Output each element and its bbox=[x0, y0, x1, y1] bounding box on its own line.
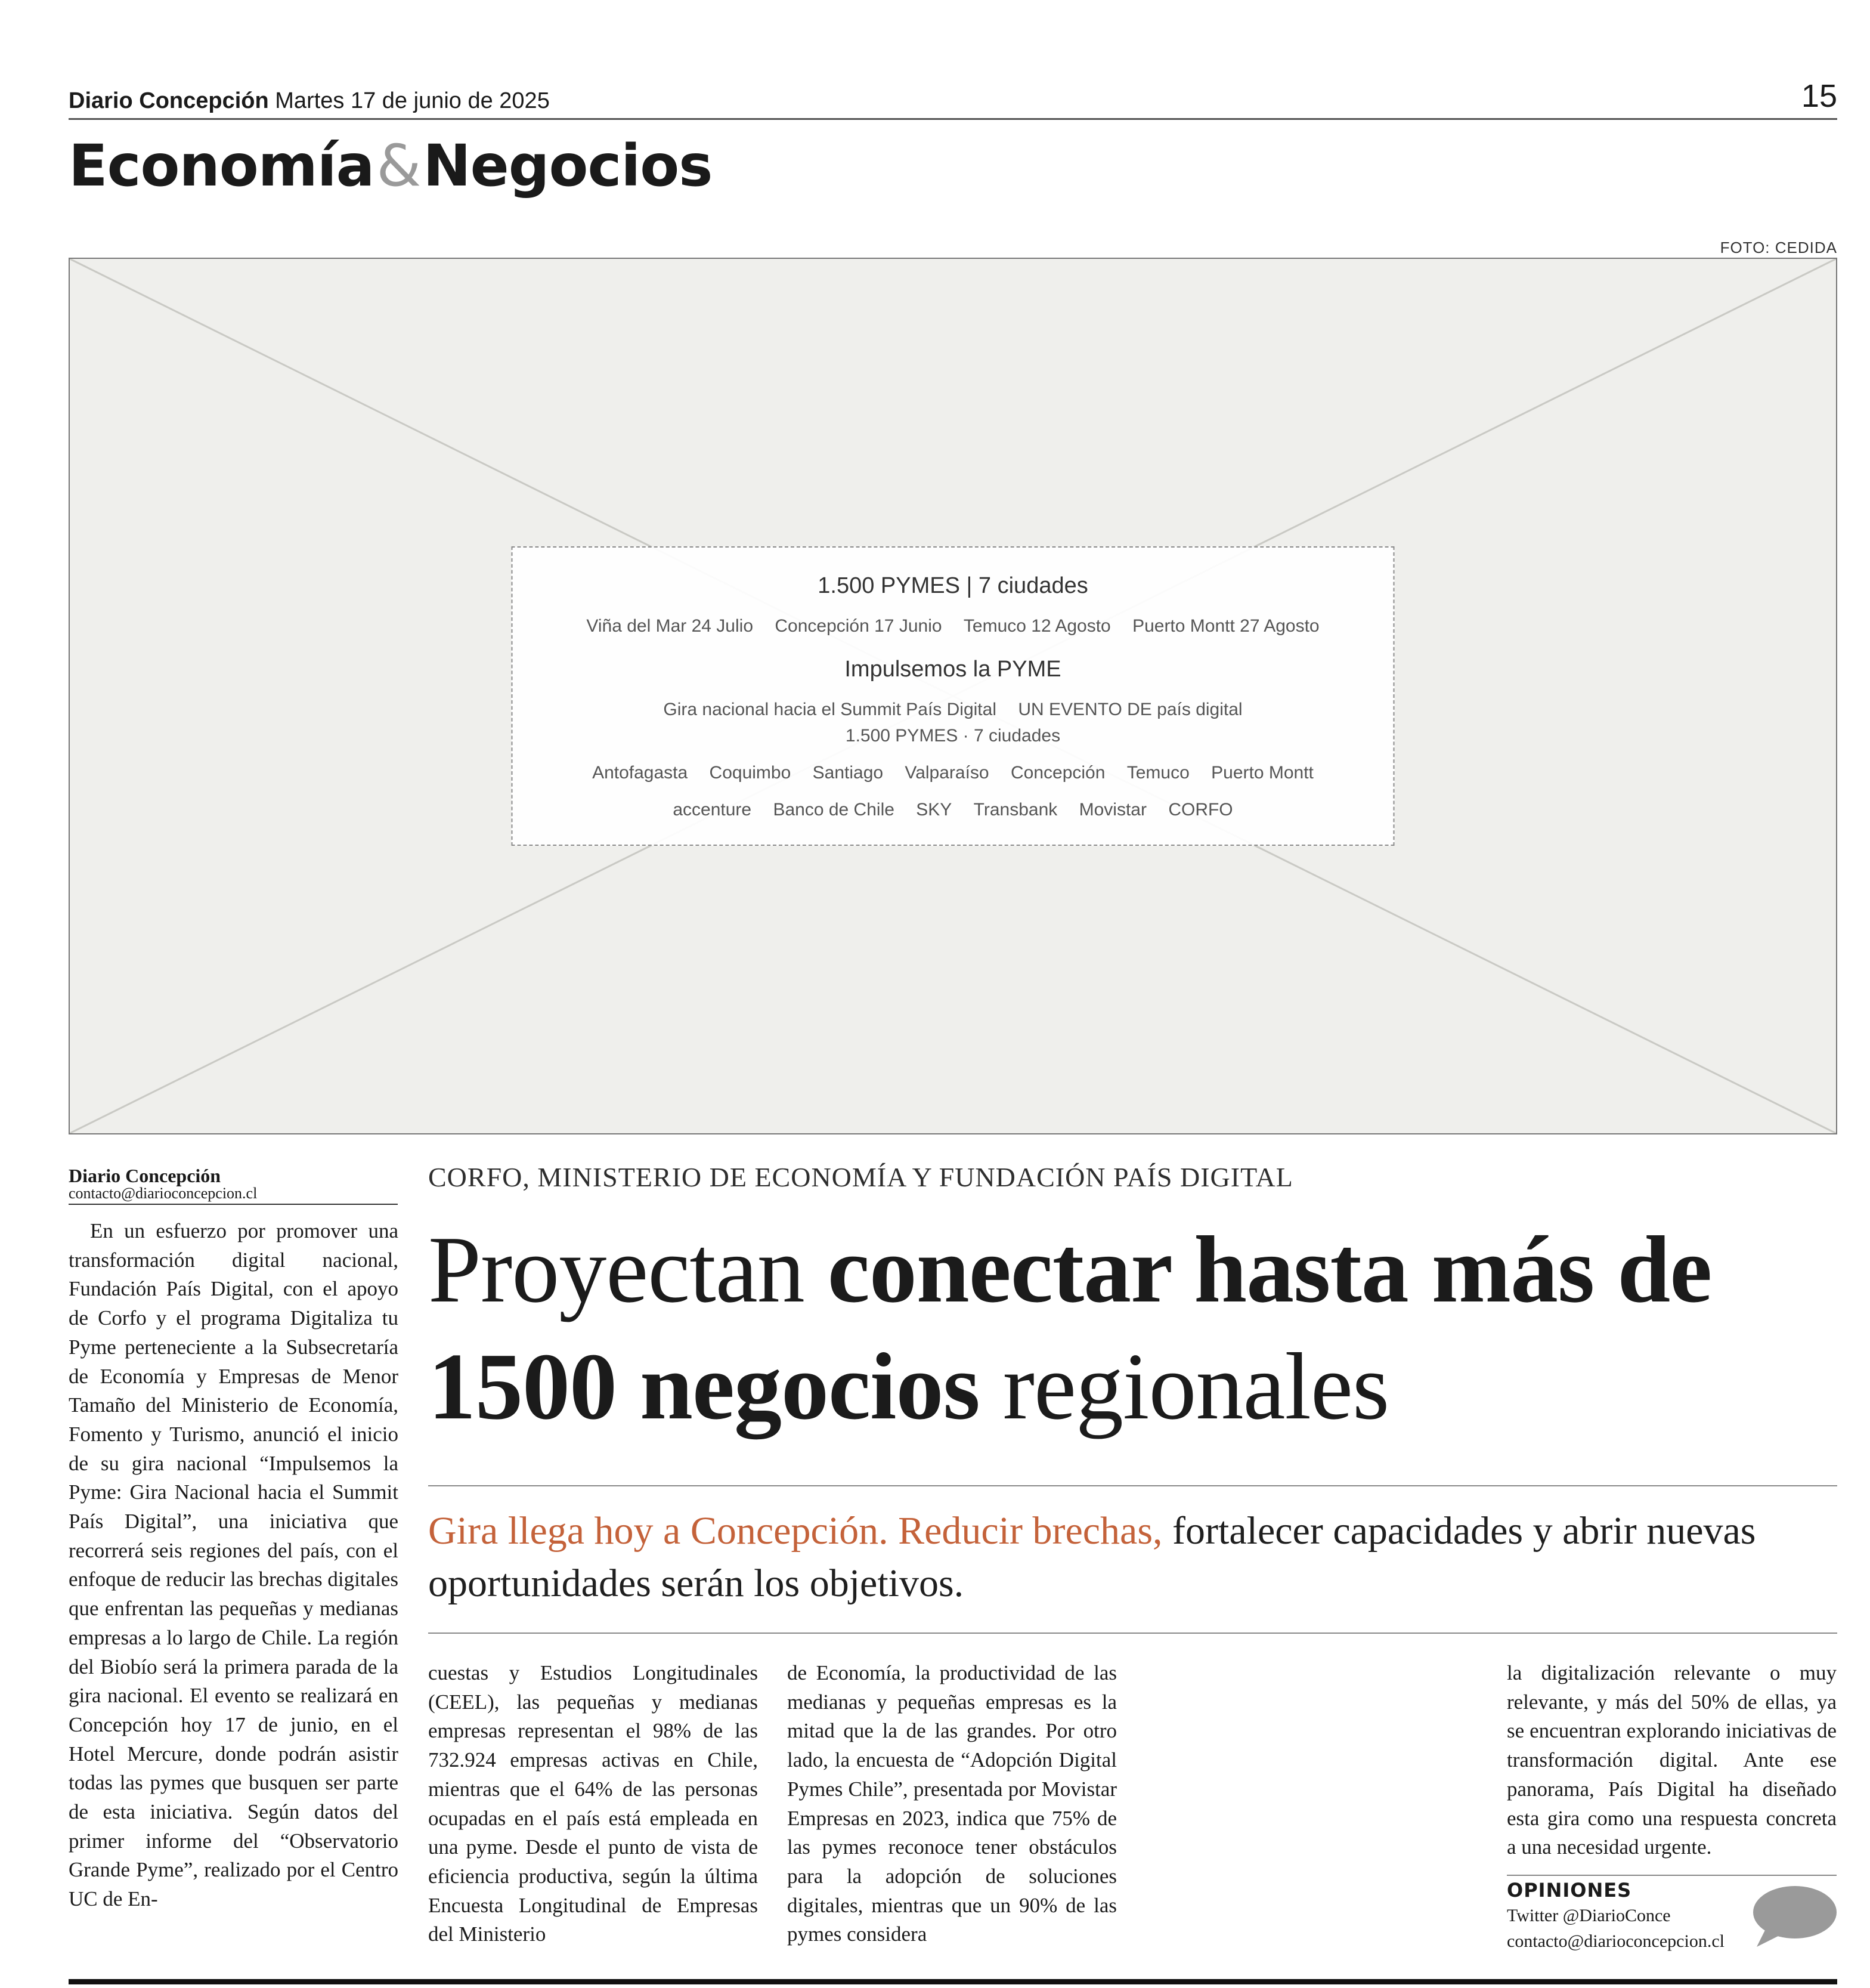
byline-author: Diario Concepción bbox=[69, 1165, 221, 1186]
byline-email[interactable]: contacto@diarioconcepcion.cl bbox=[69, 1185, 258, 1202]
poster-logo: SKY bbox=[916, 800, 952, 820]
article-kicker: CORFO, MINISTERIO DE ECONOMÍA Y FUNDACIÓN PAÍS DIGITAL bbox=[428, 1162, 1293, 1192]
article-deck bbox=[428, 1505, 1837, 1610]
headline-part-3: regionales bbox=[1002, 1333, 1389, 1439]
poster-logo: accenture bbox=[673, 800, 752, 820]
opinions-email[interactable]: contacto@diarioconcepcion.cl bbox=[1507, 1931, 1725, 1951]
deck-highlight: Gira llega hoy a Concepción. Reducir brechas, bbox=[428, 1509, 1163, 1553]
poster-logo: CORFO bbox=[1168, 800, 1233, 820]
poster-organizer: UN EVENTO DE país digital bbox=[1018, 700, 1243, 719]
poster-cities bbox=[541, 760, 1365, 786]
poster-details bbox=[541, 697, 1365, 749]
body-paragraph: la digitalización relevante o muy relevante, y más del 50% de ellas, ya se encuentran explorando iniciativas de transformación digital. Ante ese panorama, País Digital ha diseñado esta gira como una respuesta concreta a una necesidad urgente. bbox=[1507, 1661, 1837, 1859]
photo-text-tag bbox=[512, 546, 1395, 846]
schedule-item: Temuco 12 Agosto bbox=[963, 616, 1111, 636]
body-column-4 bbox=[1507, 1659, 1837, 1862]
section-sub: Negocios bbox=[423, 132, 713, 199]
poster-city: Coquimbo bbox=[709, 763, 791, 783]
deck-text: fortalecer capacidades y abrir nuevas oportunidades serán los objetivos. bbox=[428, 1509, 1756, 1605]
section-ampersand: & bbox=[376, 132, 421, 199]
poster-city: Concepción bbox=[1010, 763, 1106, 783]
poster-city: Valparaíso bbox=[905, 763, 989, 783]
opinions-twitter[interactable]: Twitter @DiarioConce bbox=[1507, 1906, 1671, 1925]
screen-schedule bbox=[541, 613, 1365, 639]
poster-title: Impulsemos la PYME bbox=[844, 657, 1061, 682]
poster-city: Santiago bbox=[812, 763, 884, 783]
poster-city: Puerto Montt bbox=[1211, 763, 1314, 783]
schedule-item: Viña del Mar 24 Julio bbox=[586, 616, 753, 636]
article-headline bbox=[428, 1211, 1841, 1445]
byline-divider bbox=[69, 1204, 398, 1205]
page-number: 15 bbox=[1801, 78, 1837, 114]
body-column-2 bbox=[428, 1659, 758, 1949]
schedule-item: Puerto Montt 27 Agosto bbox=[1132, 616, 1320, 636]
footer-rule bbox=[69, 1979, 1837, 1984]
body-column-1 bbox=[69, 1217, 398, 1955]
poster-stats: 1.500 PYMES · 7 ciudades bbox=[845, 726, 1061, 746]
screen-text: 1.500 PYMES | 7 ciudades bbox=[818, 573, 1088, 598]
headline-part-2: conectar hasta más de 1500 negocios bbox=[428, 1216, 1712, 1439]
poster-city: Temuco bbox=[1126, 763, 1190, 783]
opinions-title: OPINIONES bbox=[1507, 1879, 1632, 1902]
body-paragraph: cuestas y Estudios Longitudinales (CEEL), las pequeñas y medianas empresas representan el 98% de las 732.924 empresas activas en Chile, mientras que el 64% de las personas ocupadas en el país está empleada en una pyme. Desde el punto de vista de eficiencia productiva, según la última Encuesta Longitudinal de Empresas del Ministerio bbox=[428, 1661, 758, 1946]
body-paragraph: de Economía, la productividad de las medianas y pequeñas empresas es la mitad que la de las grandes. Por otro lado, la encuesta de “Adopción Digital Pymes Chile”, presentada por Movistar Empresas en 2023, indica que 75% de las pymes reconoce tener obstáculos para la adopción de soluciones digitales, mientras que un 90% de las pymes considera bbox=[787, 1661, 1117, 1946]
section-main: Economía bbox=[69, 132, 374, 199]
deck-bottom-rule bbox=[428, 1633, 1837, 1634]
speech-bubble-icon bbox=[1752, 1884, 1838, 1949]
opinions-divider bbox=[1507, 1875, 1837, 1876]
body-paragraph: En un esfuerzo por promover una transformación digital nacional, Fundación País Digital, con el apoyo de Corfo y el programa Digitaliza tu Pyme perteneciente a la Subsecretaría de Economía y Empresas de Menor Tamaño del Ministerio de Economía, Fomento y Turismo, anunció el inicio de su gira nacional “Impulsemos la Pyme: Gira Nacional hacia el Summit País Digital”, una iniciativa que recorrerá seis regiones del país, con el enfoque de reducir las brechas digitales que enfrentan las pequeñas y medianas empresas a lo largo de Chile. La región del Biobío será la primera parada de la gira nacional. El evento se realizará en Concepción hoy 17 de junio, en el Hotel Mercure, donde podrán asistir todas las pymes que busquen ser parte de esta iniciativa. Según datos del primer informe del “Observatorio Grande Pyme”, realizado por el Centro UC de En- bbox=[69, 1219, 398, 1911]
article-photo bbox=[69, 258, 1837, 1134]
poster-subtitle: Gira nacional hacia el Summit País Digital bbox=[663, 700, 996, 719]
poster-logo: Banco de Chile bbox=[773, 800, 894, 820]
poster-logo: Movistar bbox=[1079, 800, 1147, 820]
body-column-3 bbox=[787, 1659, 1117, 1949]
issue-date: Martes 17 de junio de 2025 bbox=[275, 88, 550, 113]
schedule-item: Concepción 17 Junio bbox=[775, 616, 942, 636]
masthead bbox=[69, 86, 550, 115]
headline-part-1: Proyectan bbox=[428, 1216, 804, 1322]
deck-top-rule bbox=[428, 1485, 1837, 1486]
section-title bbox=[69, 130, 712, 202]
header-divider bbox=[69, 118, 1837, 120]
photo-credit: FOTO: CEDIDA bbox=[1720, 239, 1837, 256]
poster-logo: Transbank bbox=[973, 800, 1058, 820]
poster-logos bbox=[541, 797, 1365, 823]
poster-city: Antofagasta bbox=[592, 763, 688, 783]
newspaper-name: Diario Concepción bbox=[69, 88, 269, 113]
